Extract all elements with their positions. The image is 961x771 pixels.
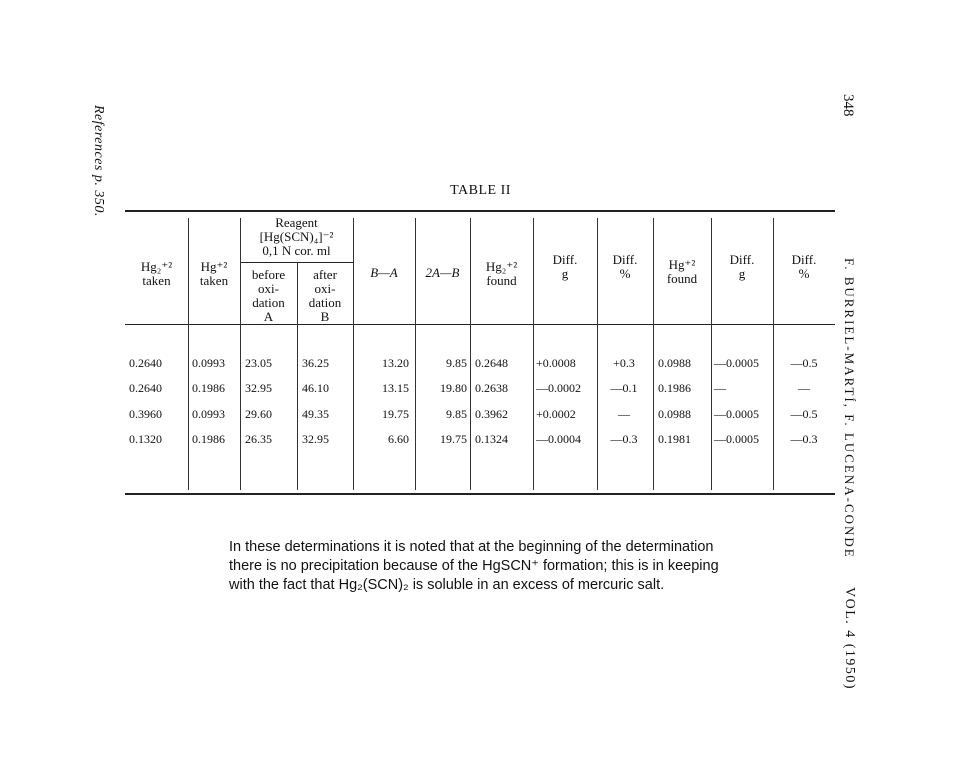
- col-divider: [240, 218, 241, 490]
- reference-note: References p. 350.: [91, 105, 106, 217]
- table-cell: —: [798, 381, 810, 395]
- table-cell: 13.15: [382, 381, 409, 395]
- note-line: with the fact that Hg₂(SCN)₂ is soluble in an excess of mercuric salt.: [229, 577, 665, 593]
- header-b-minus-a: B—A: [370, 265, 398, 280]
- table-cell: —: [618, 407, 630, 421]
- table-cell: 26.35: [245, 432, 272, 446]
- col-divider: [188, 218, 189, 490]
- table-cell: 0.0993: [192, 407, 225, 421]
- table-cell: 19.75: [382, 407, 409, 421]
- table-cell: 0.0988: [658, 356, 691, 370]
- header-diff-pct-1: Diff. %: [612, 252, 638, 281]
- table-cell: 0.1986: [658, 381, 691, 395]
- header-diff-g-1: Diff. g: [552, 252, 578, 281]
- table-cell: +0.3: [613, 356, 635, 370]
- table-cell: 0.3962: [475, 407, 508, 421]
- col-divider: [353, 218, 354, 490]
- table-cell: —0.0005: [714, 432, 759, 446]
- table-cell: 0.3960: [129, 407, 162, 421]
- table-cell: +0.0002: [536, 407, 576, 421]
- table-cell: 0.0988: [658, 407, 691, 421]
- table-cell: 32.95: [245, 381, 272, 395]
- table-cell: —0.0005: [714, 356, 759, 370]
- table-cell: 32.95: [302, 432, 329, 446]
- header-diff-g-2: Diff. g: [729, 252, 755, 281]
- table-cell: 0.1320: [129, 432, 162, 446]
- col-divider: [470, 218, 471, 490]
- table-cell: 0.2648: [475, 356, 508, 370]
- table-cell: +0.0008: [536, 356, 576, 370]
- table-cell: 9.85: [446, 407, 467, 421]
- table-cell: 0.0993: [192, 356, 225, 370]
- table-cell: 0.2640: [129, 356, 162, 370]
- table-cell: —0.0005: [714, 407, 759, 421]
- table-cell: 23.05: [245, 356, 272, 370]
- table-cell: 0.1986: [192, 381, 225, 395]
- header-before-oxidation: before oxi- dation A: [251, 267, 286, 324]
- header-hg2-taken: Hg₂⁺² taken: [140, 259, 173, 288]
- header-rule: [125, 324, 835, 325]
- table-cell: 29.60: [245, 407, 272, 421]
- header-2a-minus-b: 2A—B: [425, 265, 460, 280]
- table-cell: —0.0004: [536, 432, 581, 446]
- table-cell: 49.35: [302, 407, 329, 421]
- table-cell: —0.5: [790, 407, 818, 421]
- note-line: In these determinations it is noted that at the beginning of the determination: [229, 539, 714, 555]
- table-cell: 6.60: [388, 432, 409, 446]
- table-cell: 13.20: [382, 356, 409, 370]
- table-cell: 19.80: [440, 381, 467, 395]
- table-cell: 36.25: [302, 356, 329, 370]
- table-cell: 0.1981: [658, 432, 691, 446]
- top-rule: [125, 210, 835, 212]
- header-diff-pct-2: Diff. %: [791, 252, 817, 281]
- table-cell: 0.2638: [475, 381, 508, 395]
- table-cell: 0.2640: [129, 381, 162, 395]
- table-cell: 46.10: [302, 381, 329, 395]
- table-cell: 19.75: [440, 432, 467, 446]
- running-head-authors: F. BURRIEL-MARTÍ, F. LUCENA-CONDE: [842, 258, 857, 559]
- table-cell: 0.1324: [475, 432, 508, 446]
- header-after-oxidation: after oxi- dation B: [308, 267, 342, 324]
- note-line: there is no precipitation because of the HgSCN⁺ formation; this is in keeping: [229, 558, 719, 574]
- table-cell: —0.3: [790, 432, 818, 446]
- table-cell: 0.1986: [192, 432, 225, 446]
- table-cell: —0.3: [610, 432, 638, 446]
- col-divider: [415, 218, 416, 490]
- table-title: TABLE II: [450, 183, 511, 198]
- table-cell: —0.5: [790, 356, 818, 370]
- header-reagent: Reagent [Hg(SCN)₄]⁻² 0,1 N cor. ml: [259, 215, 334, 258]
- table-cell: —0.1: [610, 381, 638, 395]
- header-hg-found: Hg⁺² found: [666, 257, 698, 286]
- page-number: 348: [840, 94, 856, 117]
- bottom-rule: [125, 493, 835, 495]
- table-cell: —: [714, 381, 726, 395]
- note-paragraph: [229, 538, 769, 595]
- header-hg2-found: Hg₂⁺² found: [485, 259, 518, 288]
- data-table: [125, 210, 835, 495]
- header-hg-taken: Hg⁺² taken: [199, 259, 229, 288]
- table-cell: 9.85: [446, 356, 467, 370]
- table-cell: —0.0002: [536, 381, 581, 395]
- volume-label: VOL. 4 (1950): [842, 587, 857, 691]
